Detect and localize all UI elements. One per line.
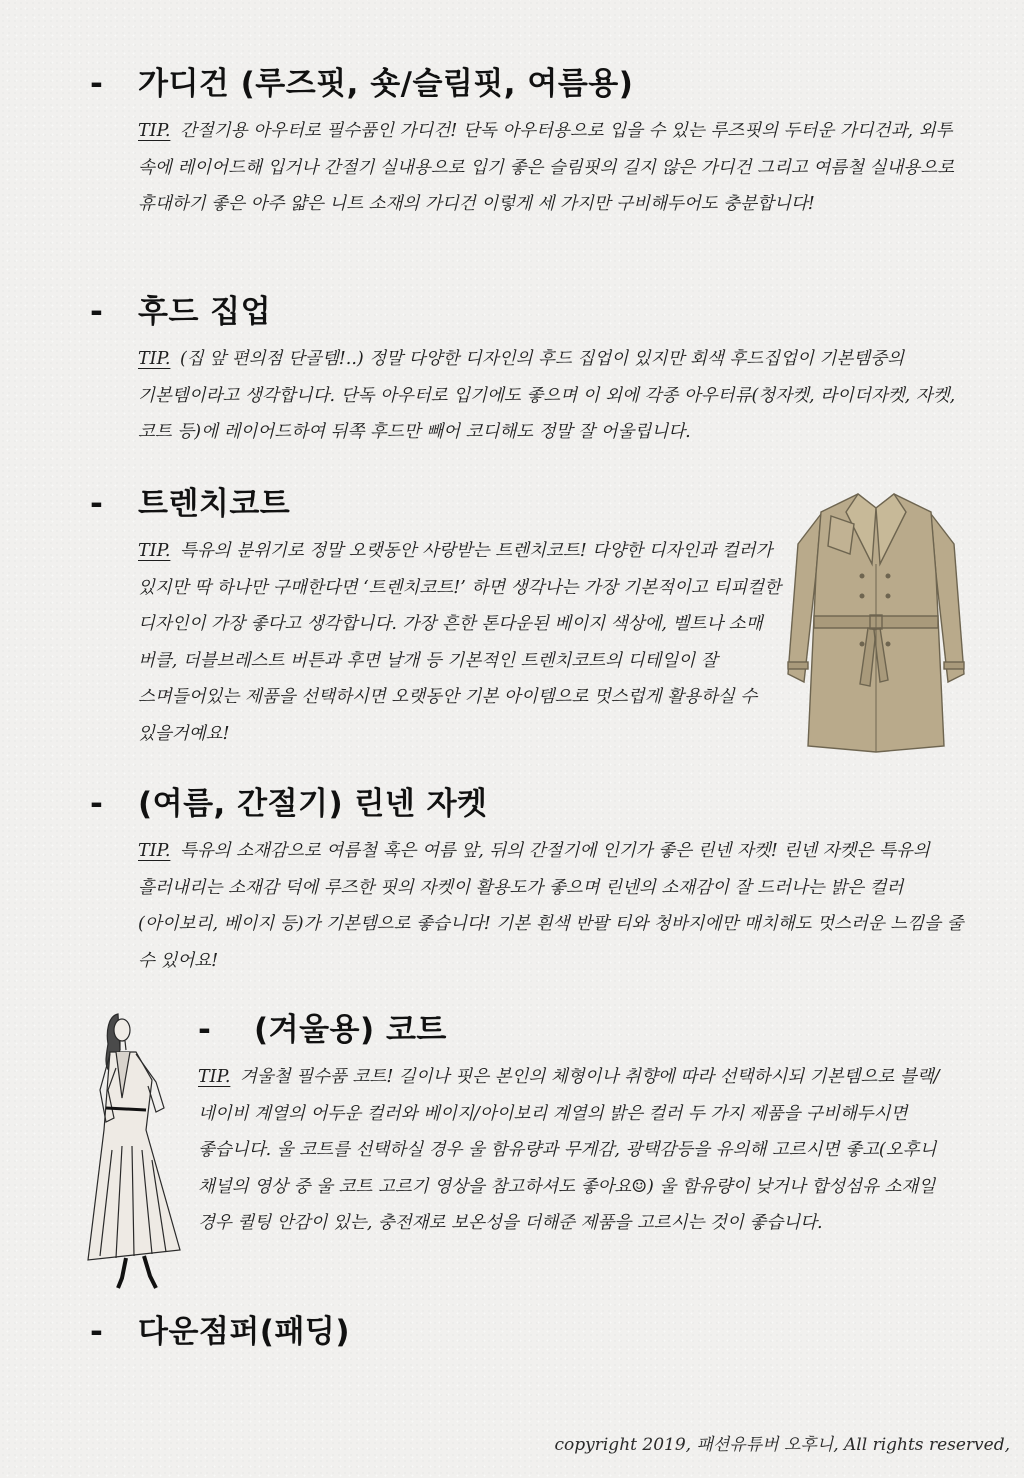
heading-dash: - [90,1314,104,1350]
tip-paragraph [138,113,980,223]
section-winter-coat [198,1004,968,1242]
tip-label: TIP. [138,121,171,141]
tip-label: TIP. [138,541,171,561]
section-heading [90,1306,980,1351]
tip-label: TIP. [198,1067,231,1087]
tip-text: (집 앞 편의점 단골템!..) 정말 다양한 디자인의 후드 집업이 있지만 회색 후드집업이 기본템중의 기본템이라고 생각합니다. 단독 아우터로 입기에도 좋으며 이 외에 각종 아우터류(청자켓, 라이더자켓, 자켓, 코트 등)에 레이어드하여 뒤쪽 후드만 빼어 코디해도 정말 잘 어울립니다. [138,349,956,442]
heading-title: (겨울용) 코트 [254,1012,447,1048]
heading-dash: - [90,786,104,822]
section-heading [90,286,980,331]
heading-dash: - [90,294,104,330]
heading-dash: - [90,66,104,102]
tip-text: 특유의 분위기로 정말 오랫동안 사랑받는 트렌치코트! 다양한 디자인과 컬러가 있지만 딱 하나만 구매한다면 ‘트렌치코트!’ 하면 생각나는 가장 기본적이고 티피컬한 디자인이 가장 좋다고 생각합니다. 가장 흔한 톤다운된 베이지 색상에, 벨트나 소매 버클, 더블브레스트 버튼과 후면 날개 등 기본적인 트렌치코트의 디테일이 잘 스며들어있는 제품을 선택하시면 오랫동안 기본 아이템으로 멋스럽게 활용하실 수 있을거예요! [138,541,781,744]
section-heading [90,778,980,823]
fashion-model-sketch-icon [60,1010,200,1290]
heading-title: 가디건 (루즈핏, 숏/슬림핏, 여름용) [138,66,634,102]
tip-label: TIP. [138,841,171,861]
fashion-model-svg [60,1010,200,1290]
trench-coat-svg [776,484,976,759]
tip-paragraph [138,833,980,979]
tip-paragraph [138,533,790,752]
tip-text: 겨울철 필수품 코트! 길이나 핏은 본인의 체형이나 취향에 따라 선택하시되 기본템으로 블랙/네이비 계열의 어두운 컬러와 베이지/아이보리 계열의 밝은 컬러 두 가지 제품을 구비해두시면 좋습니다. 울 코트를 선택하실 경우 울 함유량과 무게감, 광택감등을 유의해 고르시면 좋고(오후니 채널의 영상 중 울 코트 고르기 영상을 참고하셔도 좋아요☺) 울 함유량이 낮거나 합성섬유 소재일 경우 퀼팅 안감이 있는, 충전재로 보온성을 더해준 제품을 고르시는 것이 좋습니다. [198,1067,940,1233]
section-heading [198,1004,968,1049]
tip-paragraph [198,1059,968,1242]
heading-title: 다운점퍼(패딩) [138,1314,351,1350]
tip-text: 간절기용 아우터로 필수품인 가디건! 단독 아우터용으로 입을 수 있는 루즈핏의 두터운 가디건과, 외투 속에 레이어드해 입거나 간절기 실내용으로 입기 좋은 슬림핏의 길지 않은 가디건 그리고 여름철 실내용으로 휴대하기 좋은 아주 얇은 니트 소재의 가디건 이렇게 세 가지만 구비해두어도 충분합니다! [138,121,955,214]
section-heading [90,478,790,523]
heading-title: (여름, 간절기) 린넨 자켓 [138,786,488,822]
heading-dash: - [198,1012,212,1048]
tip-paragraph [138,341,980,451]
copyright-text: copyright 2019, 패션유튜버 오후니, All rights reserved, [554,1435,1010,1455]
section-heading [90,58,980,103]
section-cardigan [90,58,980,223]
section-down-jumper [90,1306,980,1351]
section-hood-zipup [90,286,980,451]
section-trench-coat [90,478,790,752]
tip-label: TIP. [138,349,171,369]
heading-title: 후드 집업 [138,294,272,330]
trench-coat-icon [776,484,976,759]
heading-title: 트렌치코트 [138,486,291,522]
heading-dash: - [90,486,104,522]
tip-text: 특유의 소재감으로 여름철 혹은 여름 앞, 뒤의 간절기에 인기가 좋은 린넨 자켓! 린넨 자켓은 특유의 흘러내리는 소재감 덕에 루즈한 핏의 자켓이 활용도가 좋으며 린넨의 소재감이 잘 드러나는 밝은 컬러(아이보리, 베이지 등)가 기본템으로 좋습니다! 기본 흰색 반팔 티와 청바지에만 매치해도 멋스러운 느낌을 줄 수 있어요! [138,841,964,971]
section-linen-jacket [90,778,980,979]
